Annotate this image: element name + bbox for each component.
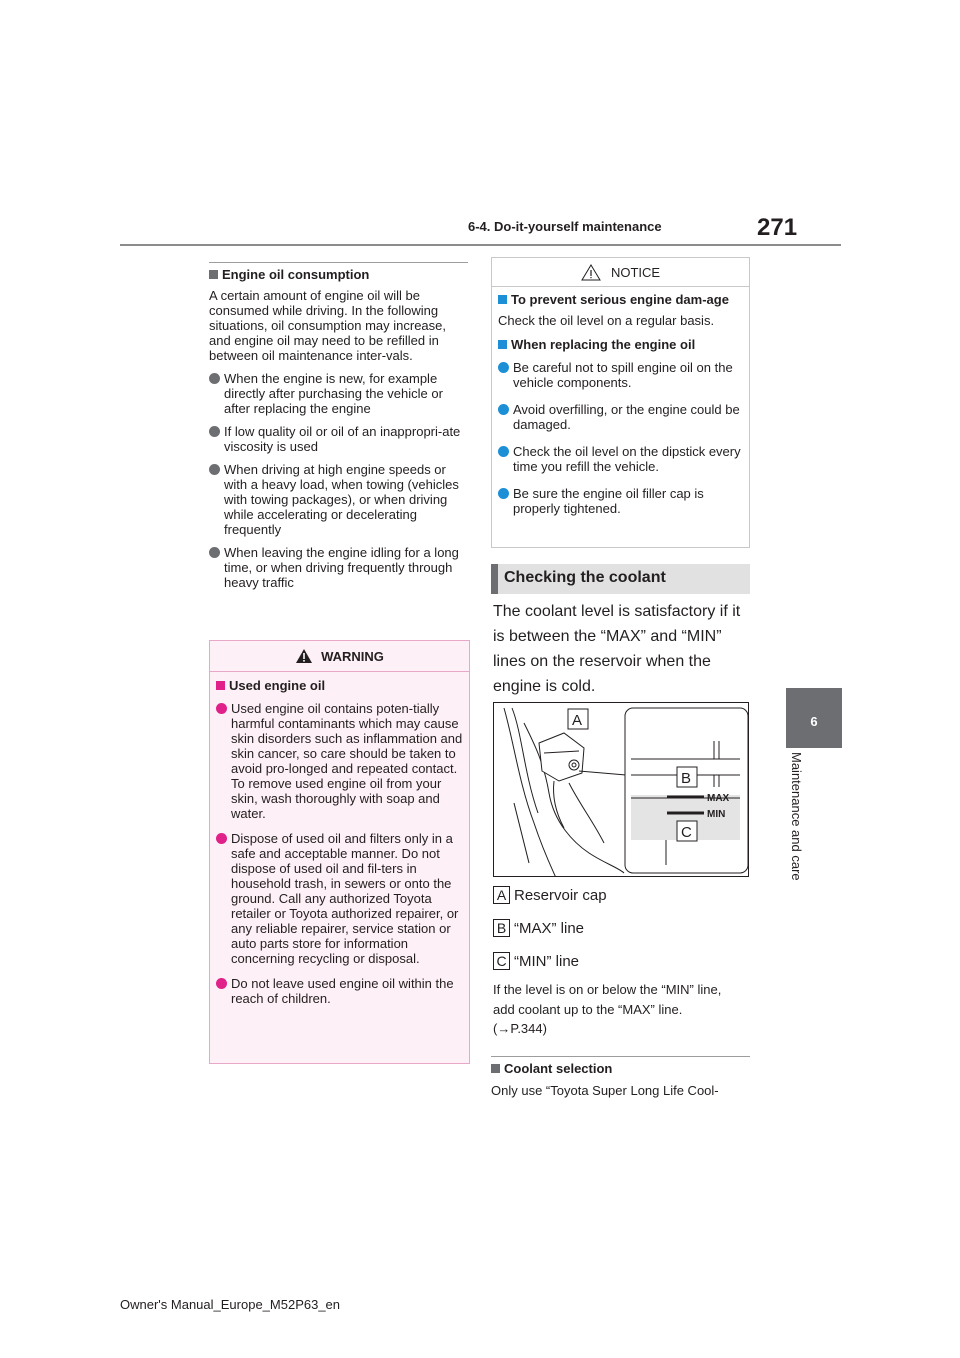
oil-consumption-intro: A certain amount of engine oil will be consumed while driving. In the following situations, oil consumption may increase, and engine oil may need to be refilled in between oil maintenance inter-vals. bbox=[209, 288, 447, 363]
bullet-dot-icon bbox=[498, 362, 509, 373]
legend-key-b: B bbox=[493, 919, 510, 937]
callout-a: A bbox=[572, 712, 583, 729]
legend-item: B “MAX” line bbox=[493, 919, 584, 937]
notice-subheading: To prevent serious engine dam-age bbox=[498, 293, 743, 307]
coolant-note-line1: If the level is on or below the “MIN” line, bbox=[493, 982, 722, 997]
min-label: MIN bbox=[707, 809, 726, 820]
section-title: 6-4. Do-it-yourself maintenance bbox=[468, 219, 662, 234]
list-item: Used engine oil contains poten-tially harmful contaminants which may cause skin disorders such as inflammation and skin cancer, so care should be taken to avoid pro-longed and repeated contact. To remove used engine oil from your skin, wash thoroughly with soap and water. bbox=[216, 701, 463, 821]
oil-consumption-section bbox=[209, 262, 468, 590]
square-bullet-icon bbox=[216, 681, 225, 690]
max-label: MAX bbox=[707, 793, 730, 804]
square-bullet-icon bbox=[498, 295, 507, 304]
list-item: Dispose of used oil and filters only in a safe and acceptable manner. Do not dispose of used oil and fil-ters in household trash, in sewers or onto the ground. Call any authorized Toyota retailer or Toyota authorized repairer, or any reliable repairer, service station or auto parts store for information concerning recycling or disposal. bbox=[216, 831, 463, 966]
page-number: 271 bbox=[757, 214, 798, 241]
page-reference-link[interactable]: (→P.344) bbox=[493, 1021, 547, 1036]
bullet-dot-icon bbox=[216, 833, 227, 844]
bullet-dot-icon bbox=[216, 703, 227, 714]
list-item: Avoid overfilling, or the engine could be damaged. bbox=[498, 402, 743, 432]
divider bbox=[491, 1056, 750, 1057]
coolant-body: The coolant level is satisfactory if it is between the “MAX” and “MIN” lines on the reservoir when the engine is cold. bbox=[493, 603, 741, 695]
list-item: When driving at high engine speeds or with a heavy load, when towing (vehicles with towing packages), or when driving while accelerating or decelerating frequently bbox=[209, 462, 468, 537]
callout-b: B bbox=[681, 770, 692, 787]
list-item: Be sure the engine oil filler cap is properly tightened. bbox=[498, 486, 743, 516]
notice-box bbox=[491, 257, 750, 548]
list-item: Be careful not to spill engine oil on the vehicle components. bbox=[498, 360, 743, 390]
notice-header: NOTICE bbox=[492, 258, 749, 287]
notice-text: Check the oil level on a regular basis. bbox=[498, 313, 715, 328]
legend-item: C “MIN” line bbox=[493, 952, 579, 970]
warning-header: WARNING bbox=[210, 641, 469, 672]
legend-key-c: C bbox=[493, 952, 510, 970]
bullet-dot-icon bbox=[498, 404, 509, 415]
bullet-dot-icon bbox=[498, 488, 509, 499]
bullet-dot-icon bbox=[209, 464, 220, 475]
bullet-dot-icon bbox=[498, 446, 509, 457]
legend-item: A Reservoir cap bbox=[493, 886, 607, 904]
coolant-selection-heading: Coolant selection bbox=[491, 1061, 612, 1076]
callout-c: C bbox=[681, 824, 692, 841]
list-item: If low quality oil or oil of an inappropri-ate viscosity is used bbox=[209, 424, 468, 454]
list-item: Check the oil level on the dipstick every time you refill the vehicle. bbox=[498, 444, 743, 474]
bullet-dot-icon bbox=[209, 426, 220, 437]
notice-triangle-icon bbox=[581, 264, 601, 281]
coolant-heading: Checking the coolant bbox=[491, 564, 750, 594]
bullet-dot-icon bbox=[216, 978, 227, 989]
square-bullet-icon bbox=[491, 1064, 500, 1073]
coolant-selection-text: Only use “Toyota Super Long Life Cool- bbox=[491, 1083, 719, 1098]
legend-key-a: A bbox=[493, 886, 510, 904]
square-bullet-icon bbox=[209, 270, 218, 279]
bullet-dot-icon bbox=[209, 547, 220, 558]
list-item: Do not leave used engine oil within the reach of children. bbox=[216, 976, 463, 1006]
oil-consumption-heading: Engine oil consumption bbox=[209, 262, 468, 282]
list-item: When the engine is new, for example directly after purchasing the vehicle or after replacing the engine bbox=[209, 371, 468, 416]
chapter-tab-label: Maintenance and care bbox=[789, 752, 804, 881]
coolant-note-line2: add coolant up to the “MAX” line. bbox=[493, 1002, 683, 1017]
bullet-dot-icon bbox=[209, 373, 220, 384]
coolant-reservoir-illustration bbox=[493, 702, 749, 877]
list-item: When leaving the engine idling for a long time, or when driving frequently through heavy traffic bbox=[209, 545, 468, 590]
footer-manual-id: Owner's Manual_Europe_M52P63_en bbox=[120, 1297, 341, 1312]
square-bullet-icon bbox=[498, 340, 507, 349]
warning-box bbox=[209, 640, 470, 1064]
header-divider bbox=[120, 244, 841, 246]
chapter-tab-number: 6 bbox=[786, 688, 842, 748]
warning-subheading: Used engine oil bbox=[216, 678, 463, 693]
notice-subheading: When replacing the engine oil bbox=[498, 338, 743, 352]
warning-triangle-icon bbox=[295, 648, 313, 664]
